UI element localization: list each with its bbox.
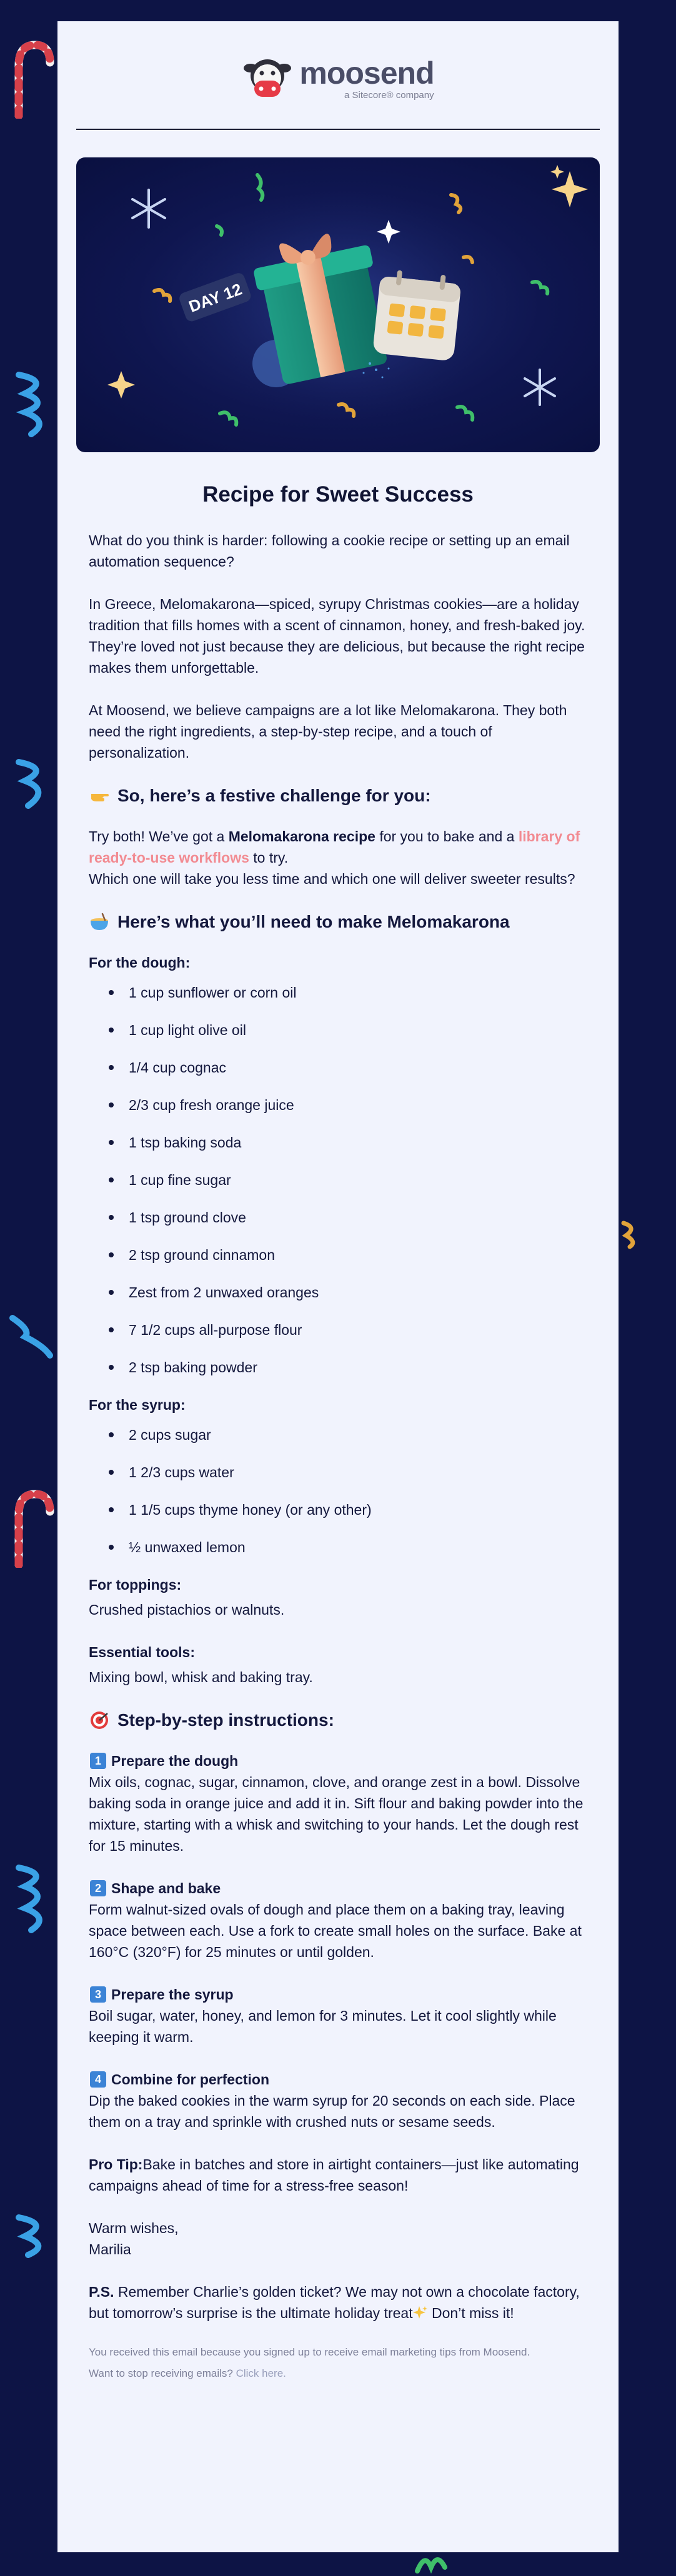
- target-icon: [89, 1710, 110, 1731]
- toppings-label: For toppings:: [89, 1577, 182, 1593]
- ribbon-decoration: [412, 2549, 450, 2576]
- footer-unsubscribe: Want to stop receiving emails? Click here.: [89, 2367, 286, 2379]
- step-text: Mix oils, cognac, sugar, cinnamon, clove, and orange zest in a bowl. Dissolve baking soda in orange juice and add it in. Sift flour and baking powder into the mixture, starting with a whisk and switching to your hands. Let the dough rest for 15 minutes.: [89, 1774, 584, 1854]
- list-item: 2 tsp ground cinnamon: [129, 1244, 587, 1266]
- ribbon-decoration: [12, 369, 56, 437]
- bowl-icon: [89, 911, 110, 933]
- candy-cane-decoration: [6, 37, 56, 119]
- brand-header: [89, 21, 587, 109]
- list-item: Zest from 2 unwaxed oranges: [129, 1282, 587, 1303]
- ribbon-decoration: [12, 1861, 56, 1936]
- step-number-badge: 4: [90, 2071, 106, 2088]
- list-item: 1 2/3 cups water: [129, 1462, 587, 1483]
- email-body: [89, 482, 587, 2381]
- signer-name: Marilia: [89, 2241, 131, 2257]
- intro-paragraph: What do you think is harder: following a cookie recipe or setting up an email automation sequence?: [89, 532, 570, 570]
- hero-banner: [76, 157, 600, 452]
- tools-label: Essential tools:: [89, 1644, 195, 1660]
- syrup-ingredient-list: [89, 1424, 587, 1558]
- greece-paragraph: In Greece, Melomakarona—spiced, syrupy Christmas cookies—are a holiday tradition that fills homes with a scent of cinnamon, honey, and fresh-baked joy. They’re loved not just because they are delicious, but because the right recipe makes them unforgettable.: [89, 596, 585, 676]
- steps-heading: Step-by-step instructions:: [89, 1709, 587, 1731]
- sparkle-icon: [413, 2305, 428, 2320]
- dough-label: For the dough:: [89, 954, 191, 971]
- day-badge: DAY 12: [186, 279, 245, 316]
- step-4: [89, 2069, 587, 2133]
- challenge-question: Which one will take you less time and which one will deliver sweeter results?: [89, 871, 575, 887]
- list-item: 1 tsp baking soda: [129, 1132, 587, 1153]
- step-2: [89, 1878, 587, 1963]
- tools-text: Mixing bowl, whisk and baking tray.: [89, 1669, 313, 1685]
- step-number-badge: 1: [90, 1753, 106, 1769]
- step-text: Form walnut-sized ovals of dough and place them on a baking tray, leaving space between each. Use a fork to create small holes on the surface. Bake at 160°C (320°F) for 25 minutes or until golden.: [89, 1901, 582, 1960]
- step-title: Prepare the dough: [111, 1753, 239, 1769]
- step-title: Combine for perfection: [111, 2071, 270, 2088]
- unsubscribe-link[interactable]: Click here.: [236, 2367, 286, 2379]
- step-number-badge: 2: [90, 1880, 106, 1896]
- ribbon-decoration: [619, 1218, 644, 1249]
- brand-tagline: a Sitecore® company: [344, 90, 434, 101]
- header-divider: [76, 129, 600, 130]
- list-item: 1 1/5 cups thyme honey (or any other): [129, 1499, 587, 1520]
- candy-cane-decoration: [6, 1487, 56, 1568]
- step-text: Boil sugar, water, honey, and lemon for 3 minutes. Let it cool slightly while keeping it warm.: [89, 2008, 557, 2045]
- list-item: ½ unwaxed lemon: [129, 1537, 587, 1558]
- ingredients-heading: Here’s what you’ll need to make Melomakarona: [89, 911, 587, 933]
- list-item: 1 cup sunflower or corn oil: [129, 982, 587, 1003]
- list-item: 2 cups sugar: [129, 1424, 587, 1445]
- signoff: Warm wishes, Marilia: [89, 2220, 179, 2257]
- step-title: Shape and bake: [111, 1880, 221, 1896]
- step-text: Dip the baked cookies in the warm syrup for 20 seconds on each side. Place them on a tray and sprinkle with crushed nuts or sesame seeds.: [89, 2093, 575, 2130]
- list-item: 1/4 cup cognac: [129, 1057, 587, 1078]
- footer-received: You received this email because you signed up to receive email marketing tips from Moosend.: [89, 2346, 530, 2358]
- list-item: 1 cup light olive oil: [129, 1019, 587, 1041]
- postscript: P.S. Remember Charlie’s golden ticket? We may not own a chocolate factory, but tomorrow’s surprise is the ultimate holiday treat Don’t miss it!: [89, 2284, 580, 2321]
- step-1: [89, 1750, 587, 1856]
- list-item: 7 1/2 cups all-purpose flour: [129, 1319, 587, 1340]
- pointing-hand-icon: [89, 785, 110, 806]
- email-title: Recipe for Sweet Success: [202, 482, 474, 507]
- list-item: 1 cup fine sugar: [129, 1169, 587, 1191]
- ribbon-decoration: [12, 2211, 56, 2261]
- brand-name: moosend: [299, 56, 434, 91]
- toppings-text: Crushed pistachios or walnuts.: [89, 1602, 285, 1618]
- ribbon-decoration: [12, 756, 56, 812]
- step-3: [89, 1984, 587, 2048]
- moosend-paragraph: At Moosend, we believe campaigns are a lot like Melomakarona. They both need the right ingredients, a step-by-step recipe, and a touch of personalization.: [89, 702, 567, 761]
- workflows-library-link[interactable]: library of ready-to-use workflows: [89, 828, 580, 866]
- list-item: 2 tsp baking powder: [129, 1357, 587, 1378]
- pro-tip: Pro Tip:Bake in batches and store in airtight containers—just like automating campaigns ahead of time for a stress-free season!: [89, 2156, 579, 2194]
- ribbon-decoration: [6, 1312, 56, 1362]
- challenge-paragraph: Try both! We’ve got a Melomakarona recipe for you to bake and a library of ready-to-use workflows to try.: [89, 828, 580, 866]
- gift-calendar-illustration: [76, 157, 600, 452]
- list-item: 2/3 cup fresh orange juice: [129, 1094, 587, 1116]
- step-number-badge: 3: [90, 1986, 106, 2003]
- step-title: Prepare the syrup: [111, 1986, 234, 2003]
- syrup-label: For the syrup:: [89, 1397, 186, 1413]
- challenge-heading: So, here’s a festive challenge for you:: [89, 785, 587, 807]
- email-card: [57, 21, 619, 2552]
- dough-ingredient-list: [89, 982, 587, 1378]
- list-item: 1 tsp ground clove: [129, 1207, 587, 1228]
- cow-logo-icon: [242, 53, 293, 104]
- recipe-bold: Melomakarona recipe: [228, 828, 375, 845]
